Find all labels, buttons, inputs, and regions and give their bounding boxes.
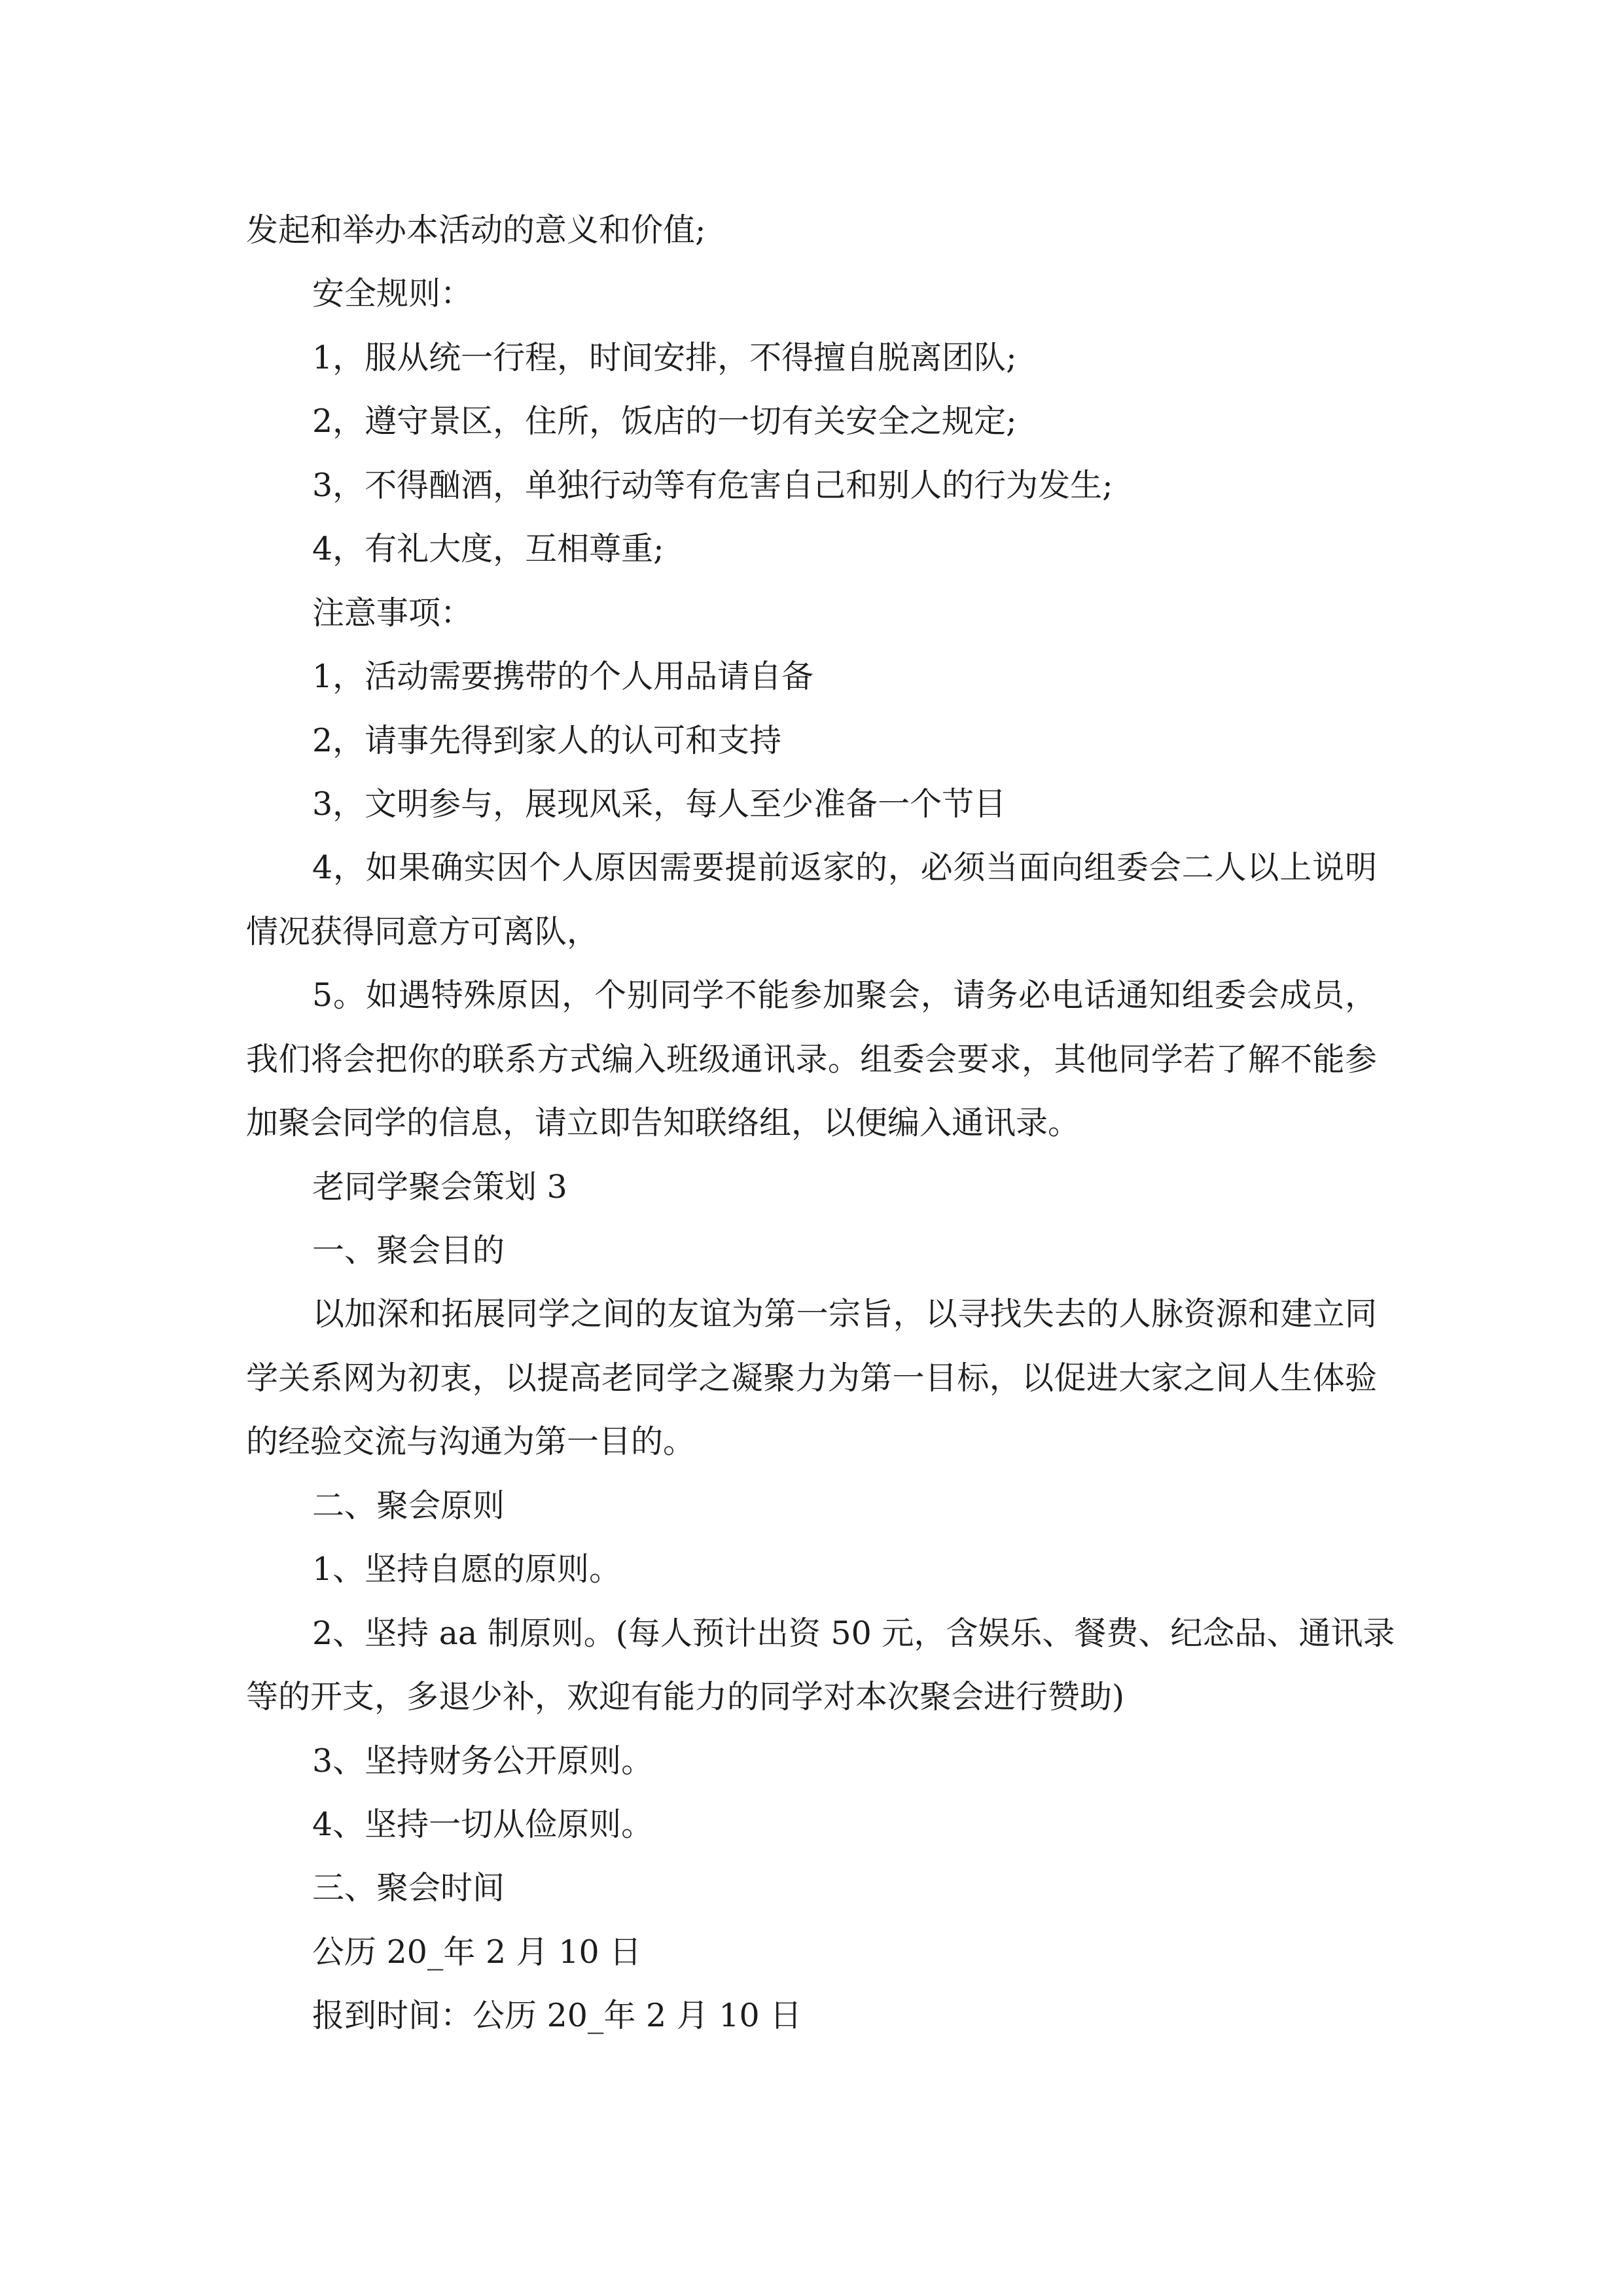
safety-rules-heading: 安全规则： (312, 275, 473, 313)
gathering-date: 公历 20_年 2 月 10 日 (312, 1933, 642, 1971)
notes-heading: 注意事项： (312, 594, 473, 632)
paragraph-line: 学关系网为初衷，以提高老同学之凝聚力为第一目标，以促进大家之间人生体验 (246, 1359, 1377, 1397)
plan-title: 老同学聚会策划 3 (312, 1168, 567, 1206)
safety-rule-item: 3，不得酗酒，单独行动等有危害自己和别人的行为发生; (312, 466, 1113, 504)
paragraph-line: 以加深和拓展同学之间的友谊为第一宗旨，以寻找失去的人脉资源和建立同 (312, 1295, 1377, 1333)
paragraph-line: 的经验交流与沟通为第一目的。 (246, 1423, 696, 1461)
paragraph-line: 加聚会同学的信息，请立即告知联络组，以便编入通讯录。 (246, 1104, 1080, 1142)
carryover-text-line: 发起和举办本活动的意义和价值; (246, 211, 706, 249)
section-heading-purpose: 一、聚会目的 (312, 1232, 505, 1269)
paragraph-line: 5。如遇特殊原因，个别同学不能参加聚会，请务必电话通知组委会成员， (312, 977, 1377, 1014)
note-item: 2，请事先得到家人的认可和支持 (312, 721, 782, 759)
principle-item (246, 1602, 1395, 1729)
note-item: 3，文明参与，展现风采，每人至少准备一个节目 (312, 785, 1007, 823)
principle-item: 3、坚持财务公开原则。 (312, 1742, 654, 1780)
safety-rule-item: 4，有礼大度，互相尊重; (312, 530, 664, 568)
section-heading-principles: 二、聚会原则 (312, 1486, 505, 1524)
safety-rule-item: 2，遵守景区，住所，饭店的一切有关安全之规定; (312, 403, 1017, 440)
principle-item: 4、坚持一切从俭原则。 (312, 1805, 654, 1843)
note-item (246, 963, 1377, 1155)
note-item (246, 836, 1377, 963)
safety-rule-item: 1，服从统一行程，时间安排，不得擅自脱离团队; (312, 338, 1017, 376)
principle-item: 1、坚持自愿的原则。 (312, 1551, 622, 1588)
paragraph-line: 我们将会把你的联系方式编入班级通讯录。组委会要求，其他同学若了解不能参 (246, 1040, 1377, 1078)
paragraph-line: 4，如果确实因个人原因需要提前返家的，必须当面向组委会二人以上说明 (312, 849, 1377, 887)
check-in-time: 报到时间：公历 20_年 2 月 10 日 (312, 1997, 802, 2035)
section-heading-time: 三、聚会时间 (312, 1869, 505, 1907)
paragraph-line: 情况获得同意方可离队， (246, 912, 599, 950)
purpose-paragraph (246, 1282, 1377, 1473)
paragraph-line: 等的开支，多退少补，欢迎有能力的同学对本次聚会进行赞助) (246, 1678, 1125, 1716)
paragraph-line: 2、坚持 aa 制原则。(每人预计出资 50 元，含娱乐、餐费、纪念品、通讯录 (312, 1614, 1395, 1652)
note-item: 1，活动需要携带的个人用品请自备 (312, 658, 814, 696)
